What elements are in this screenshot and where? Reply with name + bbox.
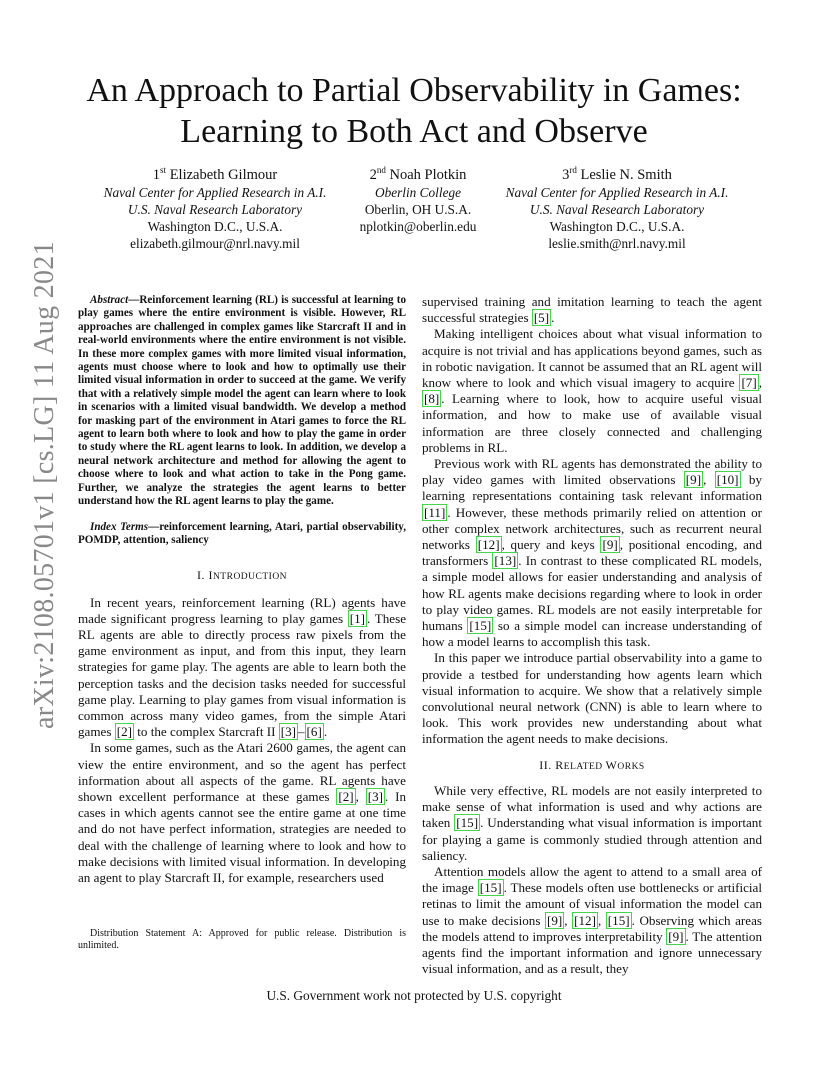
abstract-text: —Reinforcement learning (RL) is successful at learning to play games where the entire environment is visible. However, RL approaches are challenged in complex games like Starcraft II and in real-world environments where the entire environment is not visible. In these more complex games with more limited visual information, agents must choose where to look and how to optimally use their limited visual information in order to succeed at the game. We verify that with a relatively simple model the agent can learn where to look in scenarios with a limited visual bandwidth. We develop a method for masking part of the environment in Atari games to force the RL agent to learn both where to look and how to play the game in order to study where the RL agent learns to look. In addition, we develop a neural network architecture and method for allowing the agent to choose where to look and what action to take in the Pong game. Further, we analyze the strategies the agent learns to better understand how the RL agent learns to play the game. bbox=[78, 294, 406, 508]
paragraph-text: , bbox=[355, 788, 366, 804]
author-email: leslie.smith@nrl.navy.mil bbox=[548, 235, 686, 251]
paragraph-text: to the complex Starcraft II bbox=[134, 724, 279, 740]
heading-rest: ELATED bbox=[563, 761, 606, 772]
author-name: Elizabeth Gilmour bbox=[169, 166, 278, 183]
author-ordinal: 2 bbox=[369, 166, 377, 183]
author-ordinal-suffix: rd bbox=[569, 165, 577, 175]
author-name: Noah Plotkin bbox=[389, 166, 467, 183]
author-location: Washington D.C., U.S.A. bbox=[147, 218, 283, 234]
paragraph-text: . bbox=[323, 724, 328, 740]
heading-initial: I bbox=[208, 568, 213, 583]
arxiv-watermark: arXiv:2108.05701v1 [cs.LG] 11 Aug 2021 bbox=[29, 241, 60, 729]
paragraph-text: Making intelligent choices about what visual information to acquire is not trivial and has applications beyond games, such as in robotic navigation. It cannot be assumed that an RL agent will know where to look and which visual imagery to acquire bbox=[422, 326, 762, 391]
author-location: Washington D.C., U.S.A. bbox=[549, 218, 685, 234]
author-ordinal-suffix: nd bbox=[376, 165, 386, 175]
paragraph-text: supervised training and imitation learning to teach the agent successful strategies bbox=[422, 294, 762, 326]
heading-initial: R bbox=[555, 757, 564, 772]
left-column bbox=[78, 294, 406, 886]
paragraph-text: . Learning where to look, how to acquire useful visual information, and how to make use of available visual information are three closely connected and challenging problems in RL. bbox=[422, 391, 762, 455]
author-ordinal: 1 bbox=[152, 166, 161, 183]
citation-link[interactable]: [13] bbox=[494, 553, 517, 569]
abstract bbox=[78, 294, 406, 509]
abstract-label: Abstract bbox=[90, 294, 129, 306]
citation-link[interactable]: [15] bbox=[469, 618, 492, 634]
paragraph-text: , bbox=[703, 472, 715, 488]
citation-link[interactable]: [9] bbox=[602, 537, 618, 553]
paragraph-text: . However, these methods primarily relied on attention or other complex network architectures, such as recurrent neural networks bbox=[422, 504, 762, 553]
paragraph-text: . These RL agents are able to directly process raw pixels from the game environment as input, and from this input, they learn strategies for game play. The agents are able to learn both the perception tasks and the decision tasks needed for successful game play. Learning to play games from visual information is common across many video games, from the simple Atari games bbox=[78, 610, 406, 740]
paragraph-text: , positional encoding, and transformers bbox=[422, 537, 762, 569]
citation-link[interactable]: [3] bbox=[280, 724, 296, 740]
citation-link[interactable]: [7] bbox=[741, 375, 757, 391]
heading-rest: ORKS bbox=[617, 761, 645, 772]
index-terms bbox=[78, 521, 406, 548]
author-affiliation: Naval Center for Applied Research in A.I. bbox=[505, 184, 729, 200]
title-line-2: Learning to Both Act and Observe bbox=[180, 113, 648, 150]
author-email: nplotkin@oberlin.edu bbox=[359, 218, 477, 234]
index-terms-text: —reinforcement learning, Atari, partial observability, POMDP, attention, saliency bbox=[78, 520, 406, 546]
author-ordinal: 3 bbox=[562, 166, 570, 183]
index-terms-label: Index Terms bbox=[90, 520, 149, 533]
citation-link[interactable]: [2] bbox=[116, 724, 133, 740]
author-3 bbox=[472, 162, 762, 252]
author-1 bbox=[70, 162, 360, 252]
paragraph-text: . Observing which areas the models attend to improves interpretability bbox=[422, 912, 763, 944]
section-heading-introduction bbox=[78, 567, 406, 585]
paragraph-text: In some games, such as the Atari 2600 games, the agent can view the entire environment, and so the agent has perfect information about all aspects of the game. RL agents have shown excellent performance at these games bbox=[78, 740, 406, 804]
paragraph-text: , bbox=[564, 912, 573, 928]
paragraph-text: , bbox=[758, 375, 762, 391]
paragraph bbox=[78, 740, 406, 886]
paragraph-text: by learning representations containing task relevant information bbox=[422, 472, 762, 504]
paragraph-text: – bbox=[298, 724, 305, 740]
citation-link[interactable]: [12] bbox=[574, 912, 596, 928]
right-column bbox=[422, 294, 762, 977]
title-line-1: An Approach to Partial Observability in Games: bbox=[86, 72, 742, 109]
paragraph-text: . In cases in which agents cannot see the entire game at one time and do not have perfect information, strategies are needed to deal with the challenge of learning where to look and how to make decisions with limited visual information. In developing an agent to play Starcraft II, for example, researchers used bbox=[78, 788, 406, 885]
citation-link[interactable]: [12] bbox=[477, 537, 500, 553]
citation-link[interactable]: [8] bbox=[424, 391, 440, 407]
paragraph-text: In recent years, reinforcement learning (RL) agents have made significant progress learning to play games bbox=[78, 594, 406, 626]
paragraph: In this paper we introduce partial observability into a game to provide a testbed for understanding how agents learn which visual information to acquire. We show that a relatively simple convolutional neural network (CNN) is able to learn where to look. This work provides new understanding about what information the agent needs to make decisions. bbox=[422, 650, 762, 747]
paragraph-text: so a simple model can increase understanding of how a model learns to accomplish this task. bbox=[422, 618, 762, 650]
paragraph-text: , query and keys bbox=[501, 537, 601, 553]
citation-link[interactable]: [3] bbox=[367, 788, 383, 804]
citation-link[interactable]: [9] bbox=[668, 928, 684, 944]
citation-link[interactable]: [6] bbox=[306, 724, 322, 740]
paragraph bbox=[422, 456, 762, 650]
heading-initial: W bbox=[605, 757, 618, 772]
paragraph-text: . In contrast to these complicated RL models, a simple model allows for easier understanding and analysis of how RL agents make decisions regarding where to look in order to play video games. RL models are not easily interpretable for humans bbox=[422, 553, 762, 634]
citation-link[interactable]: [2] bbox=[338, 788, 354, 804]
paragraph-text: Attention models allow the agent to attend to a small area of the image bbox=[422, 863, 762, 896]
citation-link[interactable]: [9] bbox=[685, 472, 702, 488]
paragraph-text: . bbox=[551, 310, 555, 326]
section-number: II. bbox=[539, 757, 556, 772]
paper-title bbox=[40, 70, 788, 152]
author-affiliation: U.S. Naval Research Laboratory bbox=[529, 201, 705, 217]
citation-link[interactable]: [15] bbox=[456, 815, 479, 831]
footnote: Distribution Statement A: Approved for public release. Distribution is unlimited. bbox=[78, 928, 406, 951]
citation-link[interactable]: [15] bbox=[479, 880, 502, 896]
paragraph bbox=[422, 864, 762, 977]
paragraph-text: While very effective, RL models are not easily interpreted to make sense of what information is used and why actions are taken bbox=[422, 782, 762, 831]
citation-link[interactable]: [15] bbox=[607, 912, 630, 928]
author-email: elizabeth.gilmour@nrl.navy.mil bbox=[130, 235, 300, 251]
citation-link[interactable]: [11] bbox=[424, 504, 446, 520]
section-number: I. bbox=[196, 568, 209, 583]
citation-link[interactable]: [9] bbox=[546, 912, 563, 928]
author-ordinal-suffix: st bbox=[160, 165, 167, 175]
paragraph bbox=[78, 595, 406, 741]
author-name: Leslie N. Smith bbox=[580, 166, 672, 183]
author-affiliation: U.S. Naval Research Laboratory bbox=[127, 201, 303, 217]
page-footer: U.S. Government work not protected by U.S. copyright bbox=[266, 988, 562, 1003]
author-affiliation: Oberlin College bbox=[374, 184, 462, 200]
citation-link[interactable]: [10] bbox=[716, 472, 739, 488]
paragraph-text: , bbox=[597, 912, 606, 928]
section-heading-related-works bbox=[422, 757, 762, 775]
paragraph-text: Previous work with RL agents has demonstrated the ability to play video games with limited observations bbox=[422, 456, 762, 488]
author-location: Oberlin, OH U.S.A. bbox=[364, 201, 472, 217]
citation-link[interactable]: [5] bbox=[533, 310, 550, 326]
paragraph bbox=[422, 294, 762, 326]
paragraph bbox=[422, 783, 762, 864]
paragraph-text: . Understanding what visual information is important for playing a game is commonly studied through attention and saliency. bbox=[422, 815, 762, 863]
paragraph-text: . The attention agents find the important information and ignore unnecessary visual information, and as a result, they bbox=[422, 928, 762, 977]
citation-link[interactable]: [1] bbox=[349, 610, 366, 626]
paragraph-text: . These models often use bottlenecks or artificial retinas to limit the amount of visual information the model can use to make decisions bbox=[422, 880, 762, 928]
author-affiliation: Naval Center for Applied Research in A.I. bbox=[103, 184, 327, 200]
heading-rest: NTRODUCTION bbox=[212, 572, 288, 583]
paragraph bbox=[422, 326, 762, 456]
